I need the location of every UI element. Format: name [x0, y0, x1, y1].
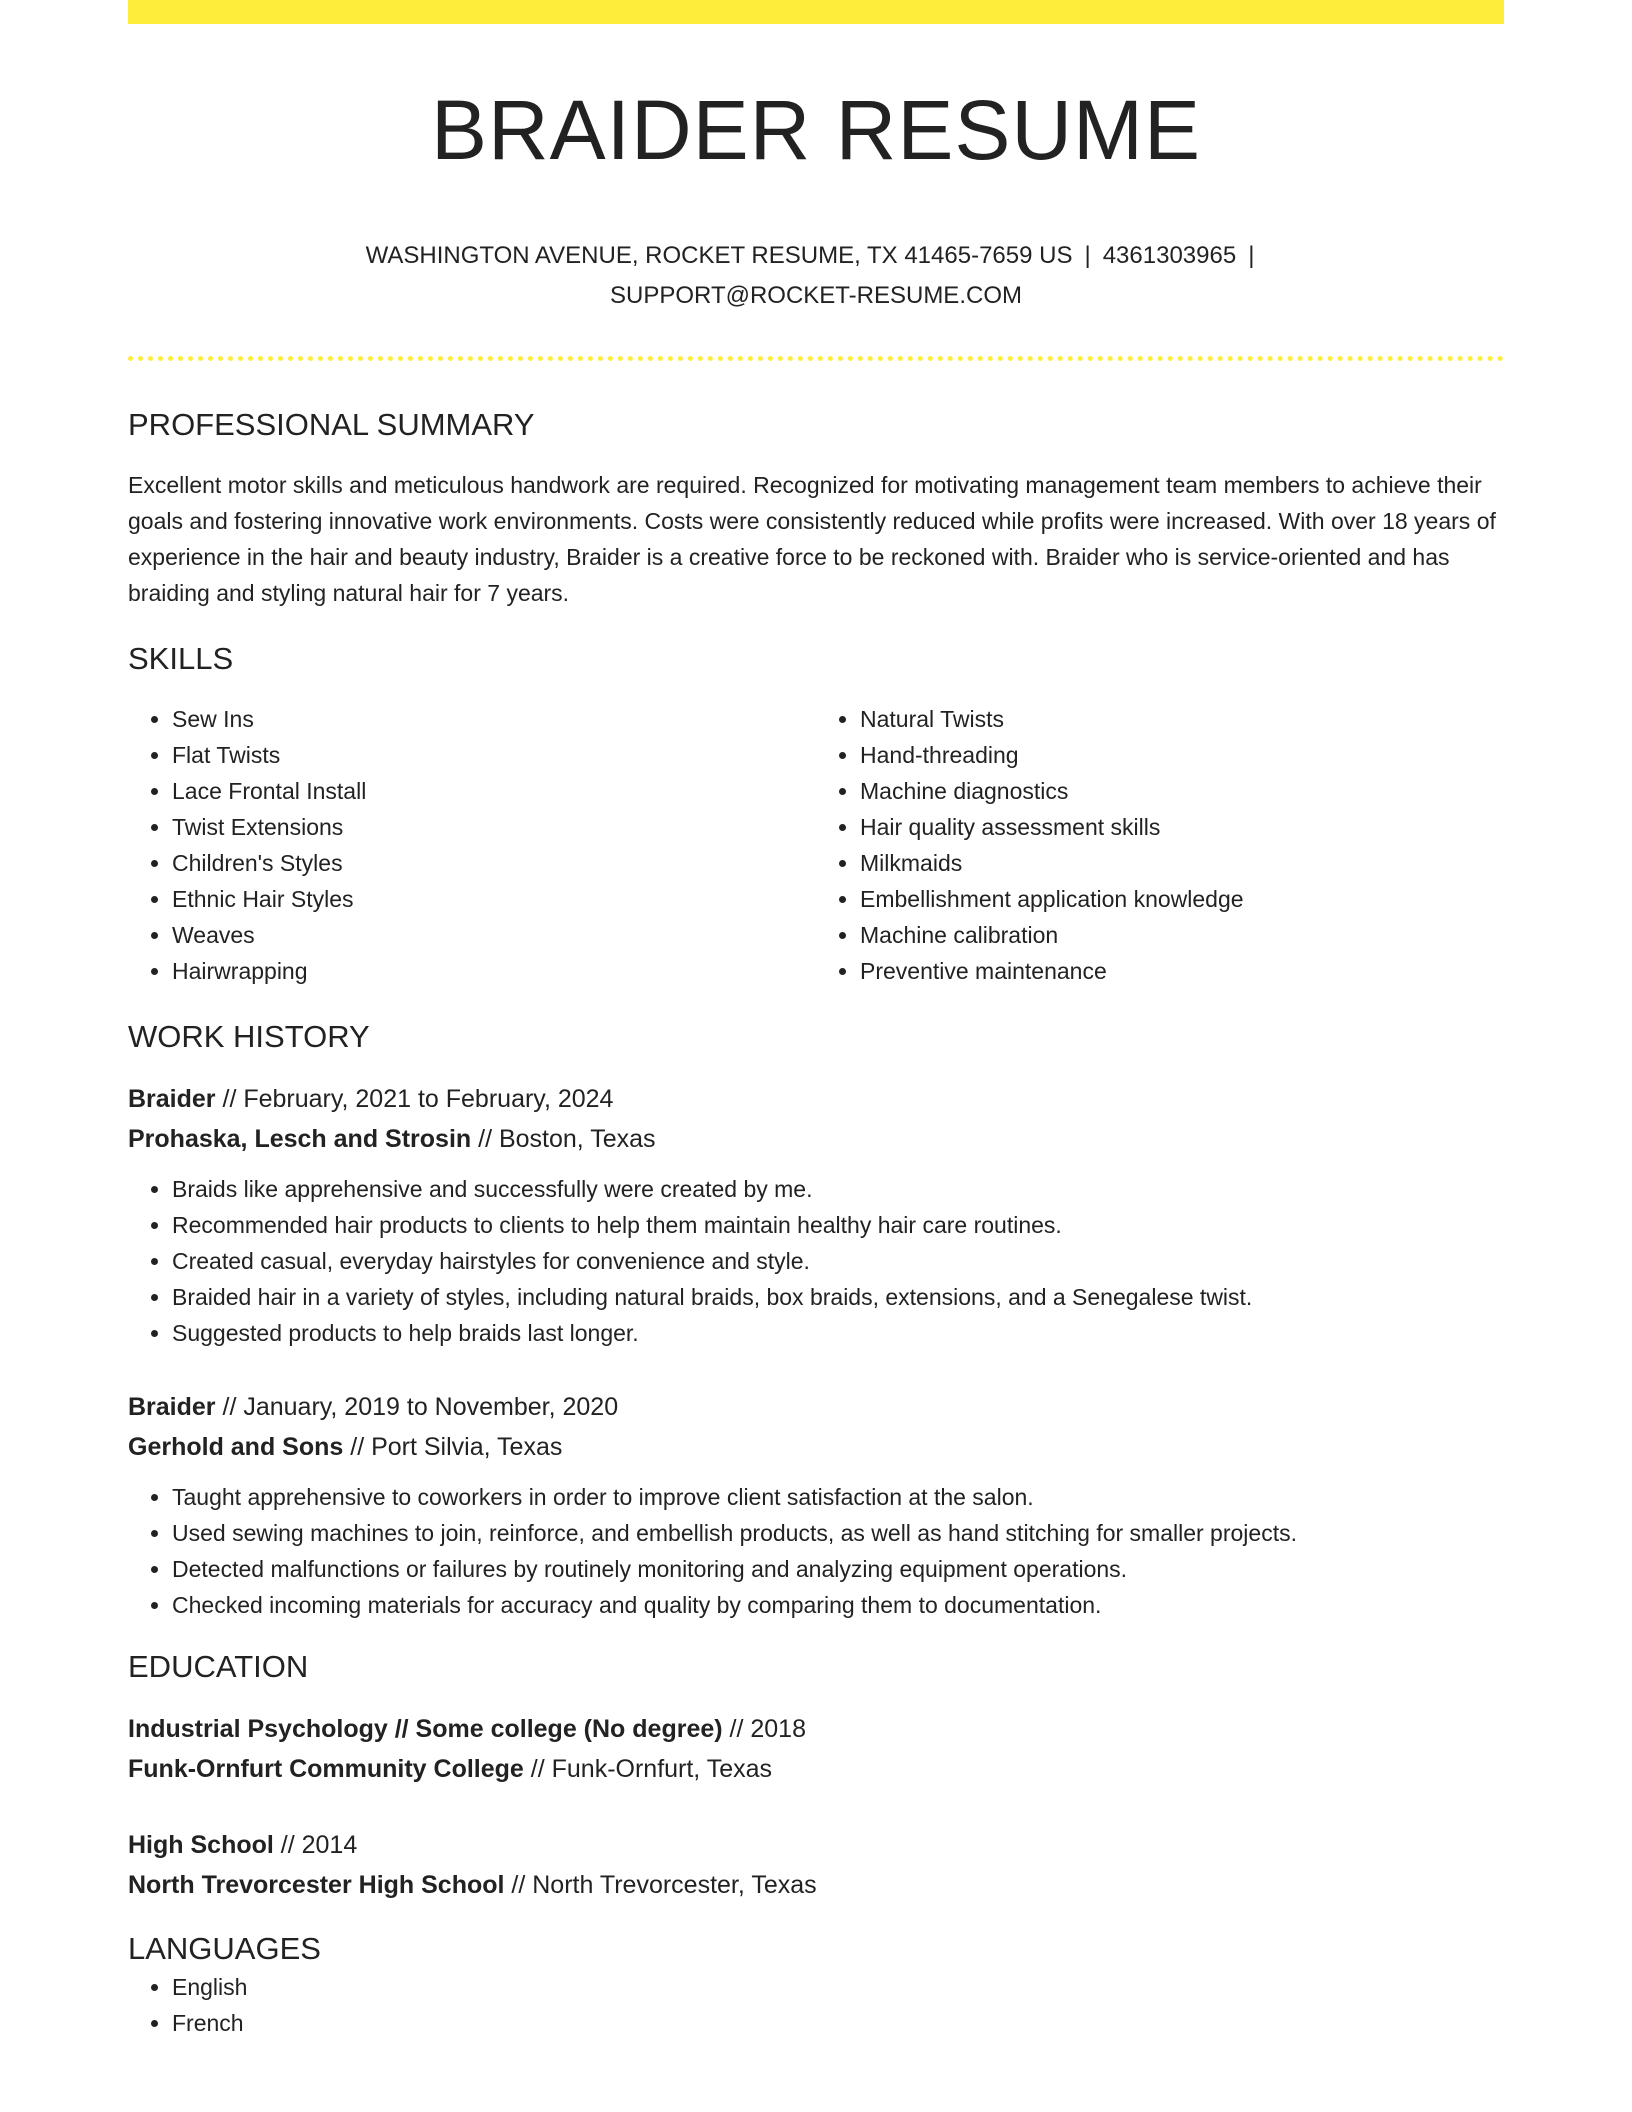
education-entry	[128, 1825, 1504, 1905]
contact-info	[128, 236, 1504, 316]
education-school-line	[128, 1749, 1504, 1789]
work-dates: // February, 2021 to February, 2024	[215, 1085, 614, 1114]
work-bullet-list	[128, 1171, 1504, 1351]
work-company: Gerhold and Sons	[128, 1433, 344, 1462]
contact-line-1	[128, 236, 1504, 276]
skills-grid	[128, 701, 1504, 989]
work-entry	[128, 1387, 1504, 1623]
education-entry	[128, 1709, 1504, 1789]
work-location: // Boston, Texas	[471, 1125, 656, 1154]
education-degree-line	[128, 1709, 1504, 1749]
skill-item: • Twist Extensions	[172, 809, 816, 845]
skill-item: • Machine calibration	[860, 917, 1504, 953]
skill-item: • Lace Frontal Install	[172, 773, 816, 809]
education-school: Funk-Ornfurt Community College	[128, 1755, 524, 1784]
education-school-line	[128, 1865, 1504, 1905]
work-bullet-list	[128, 1479, 1504, 1623]
work-bullet: • Suggested products to help braids last longer.	[172, 1315, 1504, 1351]
section-title-summary: PROFESSIONAL SUMMARY	[128, 407, 535, 443]
work-bullet: • Used sewing machines to join, reinforce, and embellish products, as well as hand stitching for smaller projects.	[172, 1515, 1504, 1551]
skill-item: • Hair quality assessment skills	[860, 809, 1504, 845]
skill-item: • Ethnic Hair Styles	[172, 881, 816, 917]
work-role-line	[128, 1387, 1504, 1427]
education-degree: Industrial Psychology // Some college (No degree)	[128, 1715, 723, 1744]
work-bullet: • Braids like apprehensive and successfully were created by me.	[172, 1171, 1504, 1207]
education-school: North Trevorcester High School	[128, 1871, 505, 1900]
skills-left-column	[128, 701, 816, 989]
work-bullet: • Braided hair in a variety of styles, including natural braids, box braids, extensions, and a Senegalese twist.	[172, 1279, 1504, 1315]
work-company-line	[128, 1427, 1504, 1467]
work-company: Prohaska, Lesch and Strosin	[128, 1125, 472, 1154]
education-degree: High School	[128, 1831, 274, 1860]
work-role: Braider	[128, 1393, 216, 1422]
section-title-languages: LANGUAGES	[128, 1931, 321, 1967]
section-title-work-history: WORK HISTORY	[128, 1019, 370, 1055]
work-dates: // January, 2019 to November, 2020	[215, 1393, 619, 1422]
language-item: • English	[172, 1969, 1504, 2005]
summary-text: Excellent motor skills and meticulous handwork are required. Recognized for motivating management team members to achieve their goals and fostering innovative work environments. Costs were consistently reduced while profits were increased. With over 18 years of experience in the hair and beauty industry, Braider is a creative force to be reckoned with. Braider who is service-oriented and has braiding and styling natural hair for 7 years.	[128, 472, 1496, 607]
contact-line-2	[128, 276, 1504, 316]
skills-right-column	[816, 701, 1504, 989]
work-role: Braider	[128, 1085, 216, 1114]
contact-email[interactable]: SUPPORT@ROCKET-RESUME.COM	[610, 282, 1022, 310]
work-entry	[128, 1079, 1504, 1351]
skill-item: • Embellishment application knowledge	[860, 881, 1504, 917]
skill-item: • Sew Ins	[172, 701, 816, 737]
education-year: // 2014	[273, 1831, 358, 1860]
work-bullet: • Checked incoming materials for accuracy and quality by comparing them to documentation.	[172, 1587, 1504, 1623]
header-divider	[128, 356, 1504, 361]
skill-item: • Weaves	[172, 917, 816, 953]
work-bullet: • Detected malfunctions or failures by routinely monitoring and analyzing equipment operations.	[172, 1551, 1504, 1587]
top-accent-bar	[128, 0, 1504, 24]
contact-address: WASHINGTON AVENUE, ROCKET RESUME, TX 41465-7659 US	[365, 242, 1073, 270]
work-company-line	[128, 1119, 1504, 1159]
skill-item: • Machine diagnostics	[860, 773, 1504, 809]
education-degree-line	[128, 1825, 1504, 1865]
section-title-education: EDUCATION	[128, 1649, 309, 1685]
skill-item: • Children's Styles	[172, 845, 816, 881]
languages-list	[128, 1969, 1504, 2041]
work-role-line	[128, 1079, 1504, 1119]
skill-item: • Hairwrapping	[172, 953, 816, 989]
resume-name: BRAIDER RESUME	[430, 83, 1202, 177]
contact-separator: |	[1084, 242, 1091, 270]
education-location: // North Trevorcester, Texas	[504, 1871, 817, 1900]
skill-item: • Milkmaids	[860, 845, 1504, 881]
skill-item: • Natural Twists	[860, 701, 1504, 737]
language-item: • French	[172, 2005, 1504, 2041]
work-bullet: • Created casual, everyday hairstyles for convenience and style.	[172, 1243, 1504, 1279]
work-bullet: • Recommended hair products to clients to help them maintain healthy hair care routines.	[172, 1207, 1504, 1243]
education-location: // Funk-Ornfurt, Texas	[523, 1755, 773, 1784]
work-location: // Port Silvia, Texas	[343, 1433, 563, 1462]
work-bullet: • Taught apprehensive to coworkers in order to improve client satisfaction at the salon.	[172, 1479, 1504, 1515]
contact-separator: |	[1248, 242, 1255, 270]
education-year: // 2018	[722, 1715, 806, 1744]
skill-item: • Hand-threading	[860, 737, 1504, 773]
section-title-skills: SKILLS	[128, 641, 234, 677]
skill-item: • Preventive maintenance	[860, 953, 1504, 989]
skill-item: • Flat Twists	[172, 737, 816, 773]
contact-phone[interactable]: 4361303965	[1102, 242, 1237, 270]
